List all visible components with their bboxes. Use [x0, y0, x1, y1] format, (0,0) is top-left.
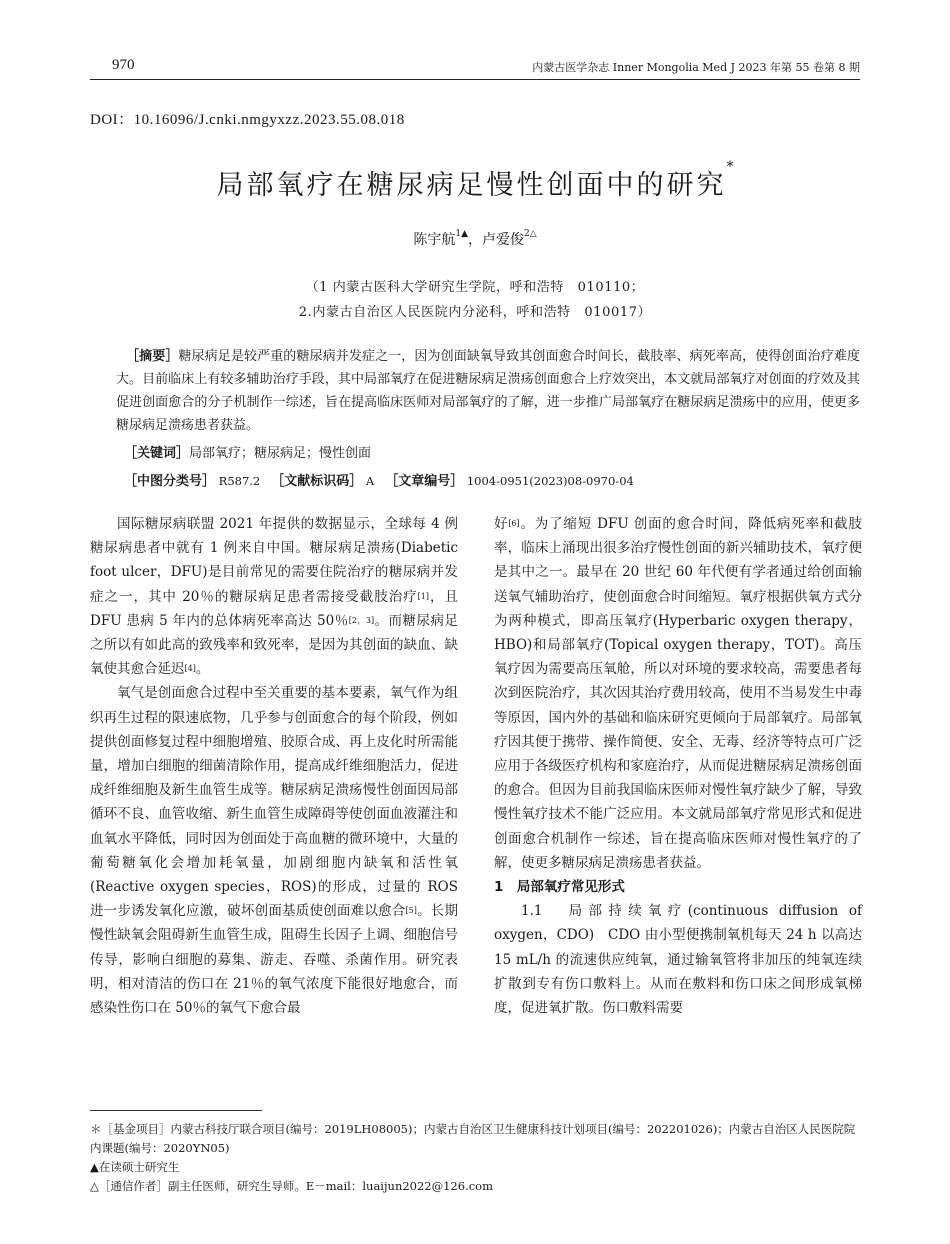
page-number: 970: [112, 57, 135, 73]
section-heading: 1 局部氧疗常见形式: [494, 879, 625, 896]
clc-value: R587.2: [218, 474, 261, 488]
title-text: 局部氧疗在糖尿病足慢性创面中的研究: [216, 170, 727, 201]
author-name: 卢爱俊: [482, 232, 524, 248]
body-column-left: [90, 512, 458, 1020]
citation-ref[interactable]: [1]: [417, 591, 430, 601]
body-text: 1.1 局部持续氧疗(continuous diffusion of oxygen，CDO) CDO 由小型便携制氧机每天 24 h 以高达 15 mL/h 的流速供应纯氧，通过输氧管将非加压的纯氧连续扩散到专有伤口敷料上。从而在敷料和伤口床之间形成氧梯度，促进氧扩散。伤口敷料需要: [494, 903, 862, 1017]
citation-ref[interactable]: [4]: [184, 664, 196, 674]
keywords-line: [124, 442, 371, 461]
author-name: 陈宇航: [413, 232, 456, 248]
footnote-student: ▲在读硕士研究生: [90, 1160, 180, 1174]
article-title: [0, 159, 950, 202]
body-text: ，且 DFU 患病 5 年内的总体病死率高达 50％: [90, 588, 458, 629]
classification-line: [124, 470, 634, 489]
footnotes: [90, 1120, 860, 1196]
body-text: 。为了缩短 DFU 创面的愈合时间，降低病死率和截肢率，临床上涌现出很多治疗慢性创面的新兴辅助技术，氧疗便是其中之一。最早在 20 世纪 60 年代便有学者通过给创面输送氧气辅助治疗，使创面愈合时间缩短。氧疗根据供氧方式分为两种模式，即高压氧疗(Hyperbaric oxygen therapy，HBO)和局部氧疗(Topical oxygen therapy，TOT)。高压氧疗因为需要高压氧舱，所以对环境的要求较高，需要患者每次到医院治疗，其次因其治疗费用较高，使用不当易发生中毒等原因，国内外的基础和临床研究更倾向于局部氧疗。局部氧疗因其便于携带、操作简便、安全、无毒、经济等特点可广泛应用于各级医疗机构和家庭治疗，从而促进糖尿病足溃疡创面的愈合。但因为目前我国临床医师对慢性氧疗缺少了解，导致慢性氧疗技术不能广泛应用。本文就局部氧疗常见形式和促进创面愈合机制作一综述，旨在提高临床医师对慢性氧疗的了解，使更多糖尿病足溃疡患者获益。: [494, 516, 862, 871]
author-mark: 1▲: [455, 229, 468, 239]
body-text: 。长期慢性缺氧会阻碍新生血管生成，阻碍生长因子上调、细胞信号传导，影响白细胞的募集、游走、吞噬、杀菌作用。研究表明，相对清洁的伤口在 21％的氧气浓度下能很好地愈合，而感染性伤口在 50％的氧气下愈合最: [90, 903, 459, 1017]
body-paragraph: [494, 899, 862, 1020]
author-separator: ，: [468, 232, 482, 248]
doi-line[interactable]: DOI：10.16096/J.cnki.nmgyxzz.2023.55.08.018: [90, 112, 405, 128]
article-number-label: ［文章编号］: [385, 474, 464, 489]
abstract-text: 糖尿病足是较严重的糖尿病并发症之一，因为创面缺氧导致其创面愈合时间长，截肢率、病死率高，使得创面治疗难度大。目前临床上有较多辅助治疗手段，其中局部氧疗在促进糖尿病足溃疡创面愈合上疗效突出，本文就局部氧疗对创面的疗效及其促进创面愈合的分子机制作一综述，旨在提高临床医师对局部氧疗的了解，进一步推广局部氧疗在糖尿病足溃疡中的应用，使更多糖尿病足溃疡患者获益。: [116, 349, 860, 433]
affiliation-line: （1 内蒙古医科大学研究生学院，呼和浩特 010110；: [305, 280, 645, 295]
article-number-value: 1004-0951(2023)08-0970-04: [466, 474, 634, 488]
clc-label: ［中图分类号］: [124, 474, 216, 489]
body-text: 。: [195, 661, 210, 678]
body-text: 。而糖尿病足之所以有如此高的致残率和致死率，是因为其创面的缺血、缺氧使其愈合延迟: [90, 612, 458, 678]
author-mark: 2△: [524, 229, 537, 239]
body-text: 国际糖尿病联盟 2021 年提供的数据显示，全球每 4 例糖尿病患者中就有 1 例来自中国。糖尿病足溃疡(Diabetic foot ulcer，DFU)是目前常见的需要住院治疗的糖尿病并发症之一，其中 20％的糖尿病足患者需接受截肢治疗: [90, 516, 458, 605]
body-text: 氧气是创面愈合过程中至关重要的基本要素，氧气作为组织再生过程的限速底物，几乎参与创面愈合的每个阶段，例如提供创面修复过程中细胞增殖、胶原合成、再上皮化时所需能量，增加白细胞的细菌清除作用，提高成纤维细胞活力，促进成纤维细胞及新生血管生成等。糖尿病足溃疡慢性创面因局部循环不良、血管收缩、新生血管生成障碍等使创面血液灌注和血氧水平降低，同时因为创面处于高血糖的微环境中，大量的葡萄糖氧化会增加耗氧量，加剧细胞内缺氧和活性氧(Reactive oxygen species，ROS)的形成，过量的 ROS 进一步诱发氧化应激，破坏创面基质使创面难以愈合: [90, 685, 458, 920]
footnote-divider: [90, 1110, 262, 1111]
body-column-right: [494, 512, 862, 1020]
citation-ref[interactable]: [6]: [508, 519, 520, 528]
doc-code-label: ［文献标识码］: [271, 474, 363, 489]
body-paragraph: [90, 681, 458, 1020]
citation-ref[interactable]: [5]: [405, 906, 417, 916]
keywords-label: ［关键词］: [124, 446, 190, 461]
keywords-text: 局部氧疗；糖尿病足；慢性创面: [189, 446, 372, 461]
body-paragraph: [494, 512, 862, 875]
affiliation-line: 2.内蒙古自治区人民医院内分泌科，呼和浩特 010017）: [298, 305, 652, 320]
journal-citation: 内蒙古医学杂志 Inner Mongolia Med J 2023 年第 55 卷第 8 期: [532, 61, 860, 74]
footnote-funding: ＊［基金项目］内蒙古科技厅联合项目(编号：2019LH08005)；内蒙古自治区卫生健康科技计划项目(编号：202201026)；内蒙古自治区人民医院院内课题(编号：2020YN05): [90, 1122, 856, 1155]
abstract-label: ［摘要］: [126, 349, 179, 364]
title-footnote-mark: *: [726, 159, 734, 175]
footnote-correspondence: △［通信作者］副主任医师，研究生导师。E－mail：luaijun2022@126.com: [90, 1179, 493, 1193]
abstract-block: [116, 345, 860, 437]
citation-ref[interactable]: [2，3]: [348, 615, 375, 625]
body-text: 好: [494, 516, 509, 532]
doc-code-value: A: [365, 474, 375, 488]
running-header: [90, 57, 860, 80]
author-list: [0, 229, 950, 249]
body-paragraph: [90, 512, 458, 681]
